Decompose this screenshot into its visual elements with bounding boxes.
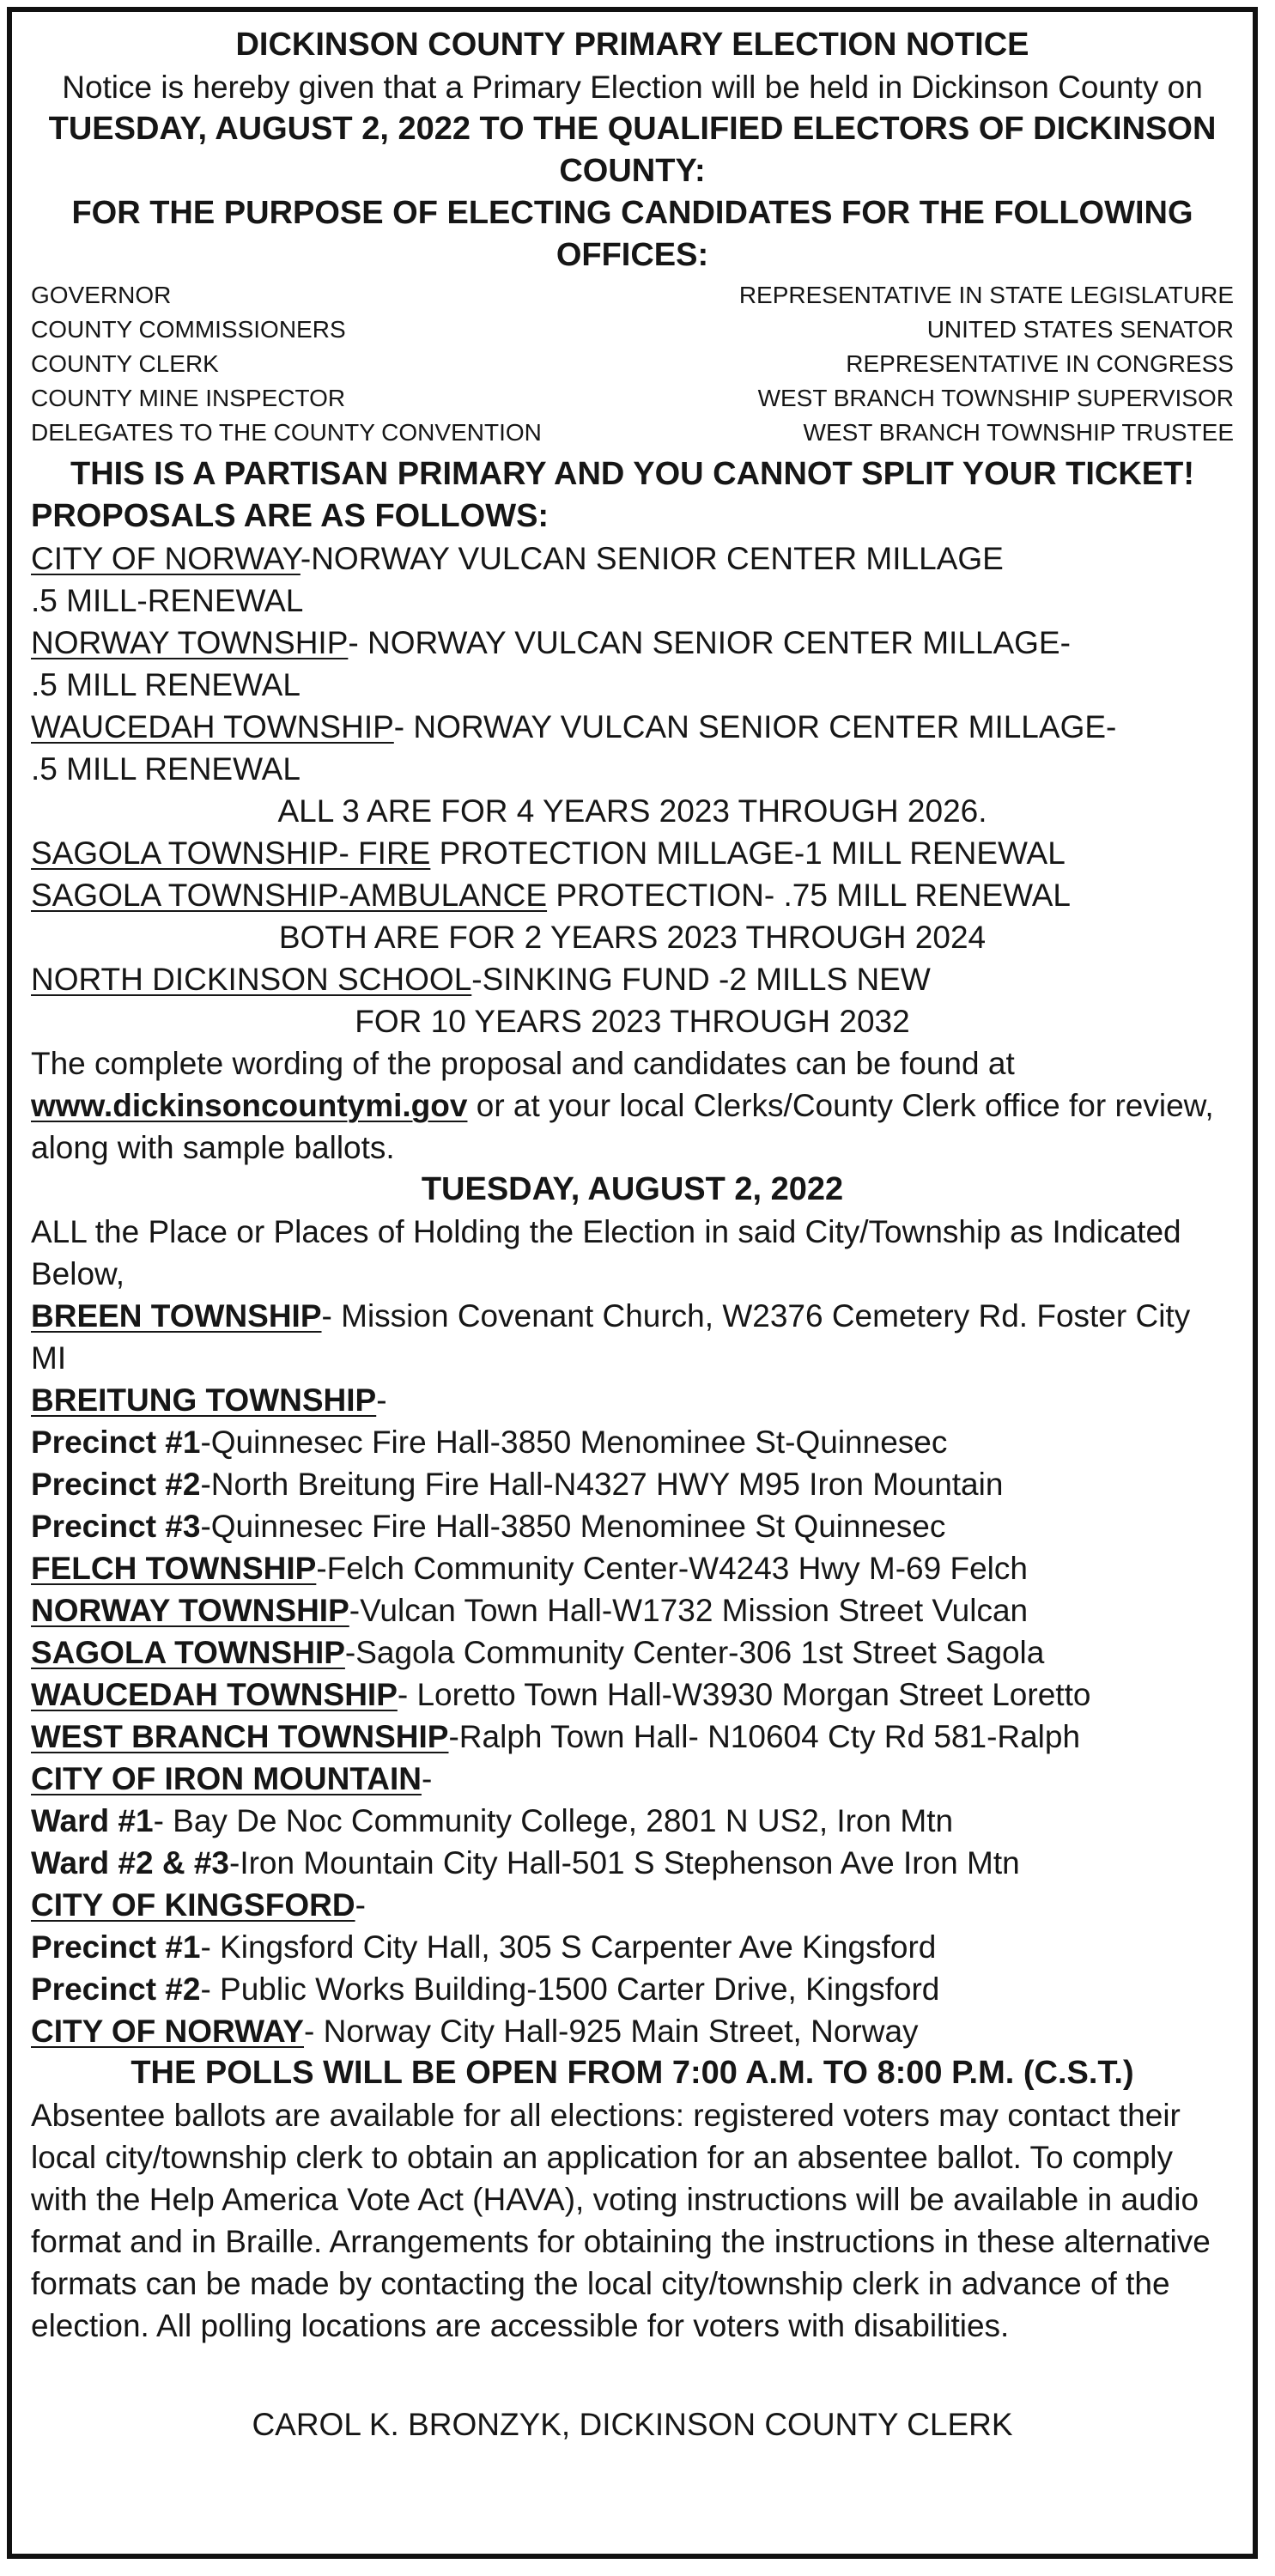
purpose-heading: FOR THE PURPOSE OF ELECTING CANDIDATES FOR THE FOLLOWING OFFICES: [71, 195, 1193, 273]
precinct-label: Precinct #1 [31, 1425, 201, 1460]
office-item: COUNTY CLERK [31, 350, 219, 377]
precinct-label: Precinct #2 [31, 1971, 201, 2007]
precinct-item [31, 1505, 1234, 1547]
precinct-text: - Kingsford City Hall, 305 S Carpenter Ave Kingsford [200, 1929, 937, 1965]
proposal-jurisdiction: SAGOLA TOWNSHIP- FIRE [31, 835, 431, 871]
proposal-text: -NORWAY VULCAN SENIOR CENTER MILLAGE [300, 541, 1004, 576]
location-name: FELCH TOWNSHIP [31, 1551, 317, 1586]
wording-post: or at your local Clerks/County Clerk office for review, along with sample ballots. [31, 1088, 1214, 1165]
location-text: - Norway City Hall-925 Main Street, Norway [304, 2014, 919, 2049]
proposal-term-note: FOR 10 YEARS 2023 THROUGH 2032 [355, 1004, 910, 1039]
signature-spacer [31, 2347, 1234, 2403]
proposal-jurisdiction: WAUCEDAH TOWNSHIP [31, 709, 394, 744]
ward-item [31, 1842, 1234, 1884]
office-item: REPRESENTATIVE IN STATE LEGISLATURE [738, 282, 1234, 308]
proposal-jurisdiction: NORTH DICKINSON SCHOOL [31, 962, 472, 997]
office-item: COUNTY MINE INSPECTOR [31, 385, 346, 411]
location-text: - Loretto Town Hall-W3930 Morgan Street Loretto [397, 1677, 1091, 1712]
precinct-text: - Public Works Building-1500 Carter Drive, Kingsford [200, 1971, 940, 2007]
wording-paragraph [31, 1042, 1234, 1169]
location-dash: - [376, 1382, 387, 1418]
proposal-text: - NORWAY VULCAN SENIOR CENTER MILLAGE- [348, 625, 1071, 660]
location-name: CITY OF IRON MOUNTAIN [31, 1761, 422, 1796]
location-text: - Mission Covenant Church, W2376 Cemetery Rd. Foster City MI [31, 1298, 1191, 1376]
precinct-item [31, 1926, 1234, 1968]
location-item [31, 1547, 1234, 1589]
location-name: NORWAY TOWNSHIP [31, 1593, 349, 1628]
location-text: -Ralph Town Hall- N10604 Cty Rd 581-Ralph [448, 1719, 1081, 1754]
location-name: CITY OF KINGSFORD [31, 1887, 355, 1923]
precinct-text: -Quinnesec Fire Hall-3850 Menominee St-Quinnesec [200, 1425, 948, 1460]
precinct-label: Precinct #3 [31, 1509, 201, 1544]
proposal-detail: .5 MILL RENEWAL [31, 667, 301, 702]
location-text: -Vulcan Town Hall-W1732 Mission Street Vulcan [349, 1593, 1029, 1628]
wording-pre: The complete wording of the proposal and candidates can be found at [31, 1046, 1015, 1081]
precinct-label: Precinct #1 [31, 1929, 201, 1965]
office-item: UNITED STATES SENATOR [926, 316, 1234, 343]
precinct-item [31, 1968, 1234, 2010]
precinct-text: -North Breitung Fire Hall-N4327 HWY M95 Iron Mountain [200, 1467, 1004, 1502]
absentee-paragraph: Absentee ballots are available for all elections: registered voters may contact their local city/township clerk to obtain an application for an absentee ballot. To comply with the Help America Vote Act (HAVA), voting instructions will be available in audio format and in Braille. Arrangements for obtaining the instructions in these alternative formats can be made by contacting the local city/township clerk in advance of the election. All polling locations are accessible for voters with disabilities. [31, 2098, 1211, 2343]
ward-label: Ward #2 & #3 [31, 1845, 229, 1880]
notice-title: DICKINSON COUNTY PRIMARY ELECTION NOTICE [235, 27, 1029, 63]
proposal-item [31, 958, 1234, 1000]
location-item [31, 1674, 1234, 1716]
location-item [31, 1631, 1234, 1674]
proposal-text: -SINKING FUND -2 MILLS NEW [471, 962, 931, 997]
precinct-item [31, 1463, 1234, 1505]
location-text: -Felch Community Center-W4243 Hwy M-69 Felch [316, 1551, 1028, 1586]
proposal-detail: .5 MILL RENEWAL [31, 751, 301, 787]
proposal-item [31, 874, 1234, 916]
location-item [31, 1379, 1234, 1421]
offices-list [31, 278, 1234, 450]
proposal-text: PROTECTION MILLAGE-1 MILL RENEWAL [430, 835, 1066, 871]
location-dash: - [421, 1761, 433, 1796]
precinct-label: Precinct #2 [31, 1467, 201, 1502]
proposal-term-note: BOTH ARE FOR 2 YEARS 2023 THROUGH 2024 [278, 920, 987, 955]
precinct-text: -Quinnesec Fire Hall-3850 Menominee St Quinnesec [200, 1509, 946, 1544]
proposal-jurisdiction: CITY OF NORWAY [31, 541, 301, 576]
location-item [31, 1295, 1234, 1379]
location-name: CITY OF NORWAY [31, 2014, 304, 2049]
notice-intro: Notice is hereby given that a Primary Election will be held in Dickinson County on [62, 70, 1203, 105]
proposal-term-note: ALL 3 ARE FOR 4 YEARS 2023 THROUGH 2026. [277, 793, 987, 829]
proposal-jurisdiction: NORWAY TOWNSHIP [31, 625, 349, 660]
location-item [31, 1589, 1234, 1631]
election-date: TUESDAY, AUGUST 2, 2022 [421, 1171, 844, 1207]
location-dash: - [355, 1887, 366, 1923]
proposal-item [31, 622, 1234, 664]
proposal-text: PROTECTION- .75 MILL RENEWAL [547, 878, 1071, 913]
location-name: WEST BRANCH TOWNSHIP [31, 1719, 449, 1754]
office-item: WEST BRANCH TOWNSHIP TRUSTEE [803, 419, 1234, 446]
election-notice [7, 7, 1258, 2559]
clerk-signature: CAROL K. BRONZYK, DICKINSON COUNTY CLERK [252, 2407, 1013, 2442]
location-item [31, 1884, 1234, 1926]
ward-text: - Bay De Noc Community College, 2801 N US2, Iron Mtn [153, 1803, 954, 1838]
proposal-detail: .5 MILL-RENEWAL [31, 583, 304, 618]
location-name: WAUCEDAH TOWNSHIP [31, 1677, 398, 1712]
office-item: GOVERNOR [31, 282, 172, 308]
proposal-text: - NORWAY VULCAN SENIOR CENTER MILLAGE- [393, 709, 1117, 744]
ward-item [31, 1800, 1234, 1842]
proposal-jurisdiction: SAGOLA TOWNSHIP-AMBULANCE [31, 878, 548, 913]
location-name: BREITUNG TOWNSHIP [31, 1382, 377, 1418]
office-item: WEST BRANCH TOWNSHIP SUPERVISOR [757, 385, 1234, 411]
location-name: BREEN TOWNSHIP [31, 1298, 322, 1334]
polls-hours: THE POLLS WILL BE OPEN FROM 7:00 A.M. TO 8:00 P.M. (C.S.T.) [131, 2055, 1134, 2091]
ward-text: -Iron Mountain City Hall-501 S Stephenson Ave Iron Mtn [229, 1845, 1020, 1880]
location-name: SAGOLA TOWNSHIP [31, 1635, 345, 1670]
office-item: REPRESENTATIVE IN CONGRESS [846, 350, 1234, 377]
county-website-link[interactable]: www.dickinsoncountymi.gov [31, 1088, 468, 1123]
partisan-warning: THIS IS A PARTISAN PRIMARY AND YOU CANNOT SPLIT YOUR TICKET! [70, 456, 1194, 492]
proposals-heading: PROPOSALS ARE AS FOLLOWS: [31, 498, 549, 534]
proposal-item [31, 706, 1234, 748]
location-item [31, 2010, 1234, 2052]
precinct-item [31, 1421, 1234, 1463]
proposal-item [31, 538, 1234, 580]
office-item: COUNTY COMMISSIONERS [31, 316, 346, 343]
office-item: DELEGATES TO THE COUNTY CONVENTION [31, 419, 542, 446]
ward-label: Ward #1 [31, 1803, 154, 1838]
location-text: -Sagola Community Center-306 1st Street Sagola [344, 1635, 1045, 1670]
election-date-heading: TUESDAY, AUGUST 2, 2022 TO THE QUALIFIED ELECTORS OF DICKINSON COUNTY: [48, 111, 1217, 189]
places-intro: ALL the Place or Places of Holding the Election in said City/Township as Indicated Below, [31, 1214, 1181, 1291]
proposal-item [31, 832, 1234, 874]
location-item [31, 1716, 1234, 1758]
location-item [31, 1758, 1234, 1800]
